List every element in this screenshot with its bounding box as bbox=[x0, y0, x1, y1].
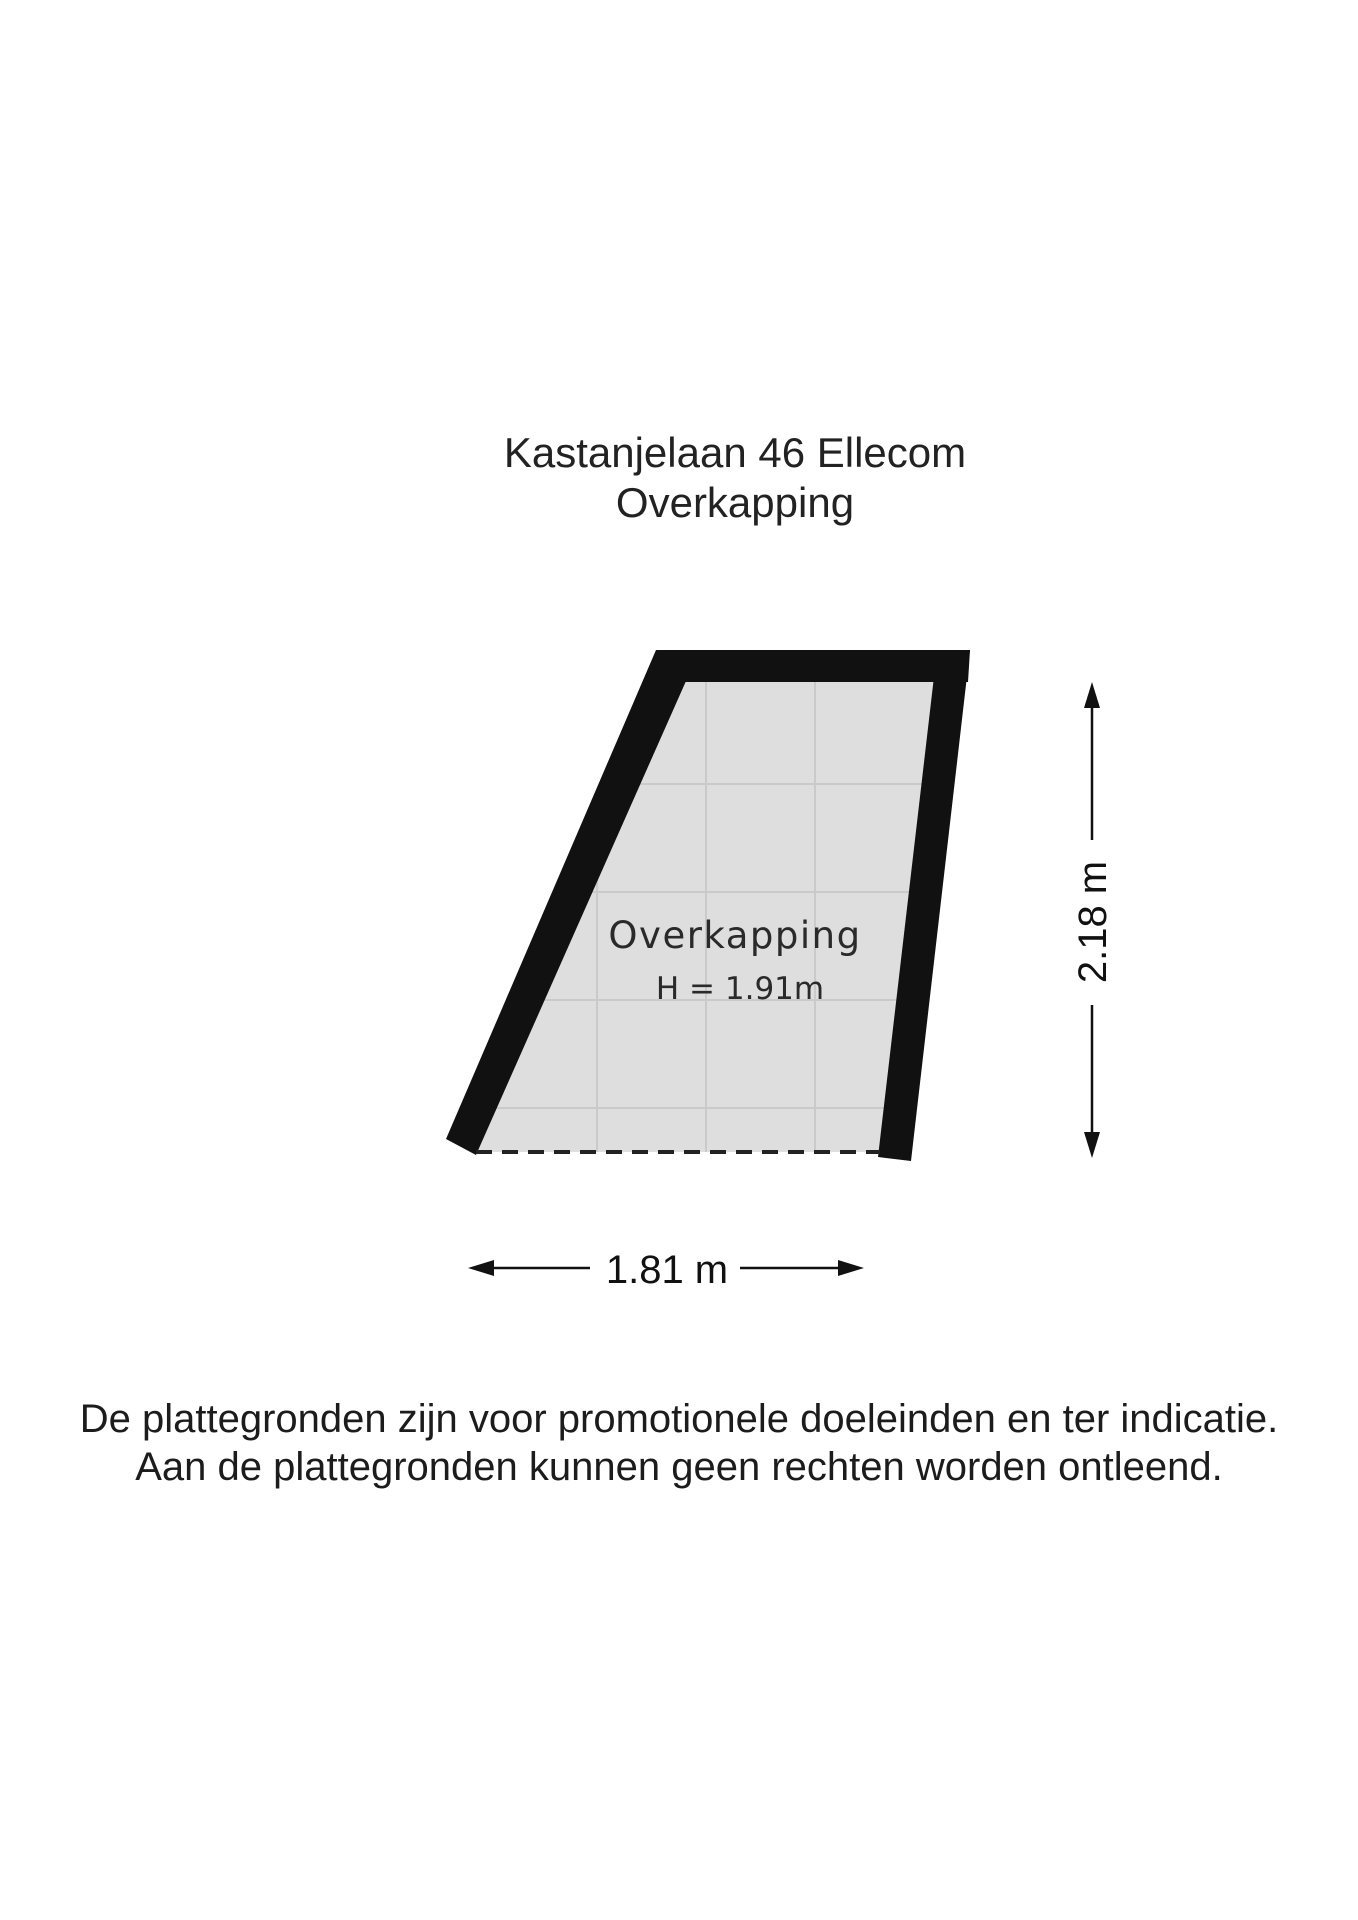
disclaimer bbox=[0, 1395, 1358, 1491]
room-height-label: H = 1.91m bbox=[655, 971, 825, 1007]
wall-top bbox=[656, 650, 970, 682]
arrow-right-icon bbox=[838, 1260, 864, 1276]
width-label: 1.81 m bbox=[605, 1248, 729, 1292]
depth-label: 2.18 m bbox=[1071, 860, 1115, 984]
width-dimension bbox=[468, 1248, 864, 1292]
floor-title: Overkapping bbox=[615, 479, 855, 526]
arrow-down-icon bbox=[1084, 1132, 1100, 1158]
arrow-left-icon bbox=[468, 1260, 494, 1276]
disclaimer-line-2: Aan de plattegronden kunnen geen rechten worden ontleend. bbox=[135, 1445, 1223, 1489]
depth-dimension bbox=[1071, 682, 1115, 1158]
room-name-label: Overkapping bbox=[608, 914, 862, 957]
disclaimer-line-1: De plattegronden zijn voor promotionele doeleinden en ter indicatie. bbox=[79, 1397, 1279, 1441]
address-title: Kastanjelaan 46 Ellecom bbox=[503, 429, 967, 476]
arrow-up-icon bbox=[1084, 682, 1100, 708]
